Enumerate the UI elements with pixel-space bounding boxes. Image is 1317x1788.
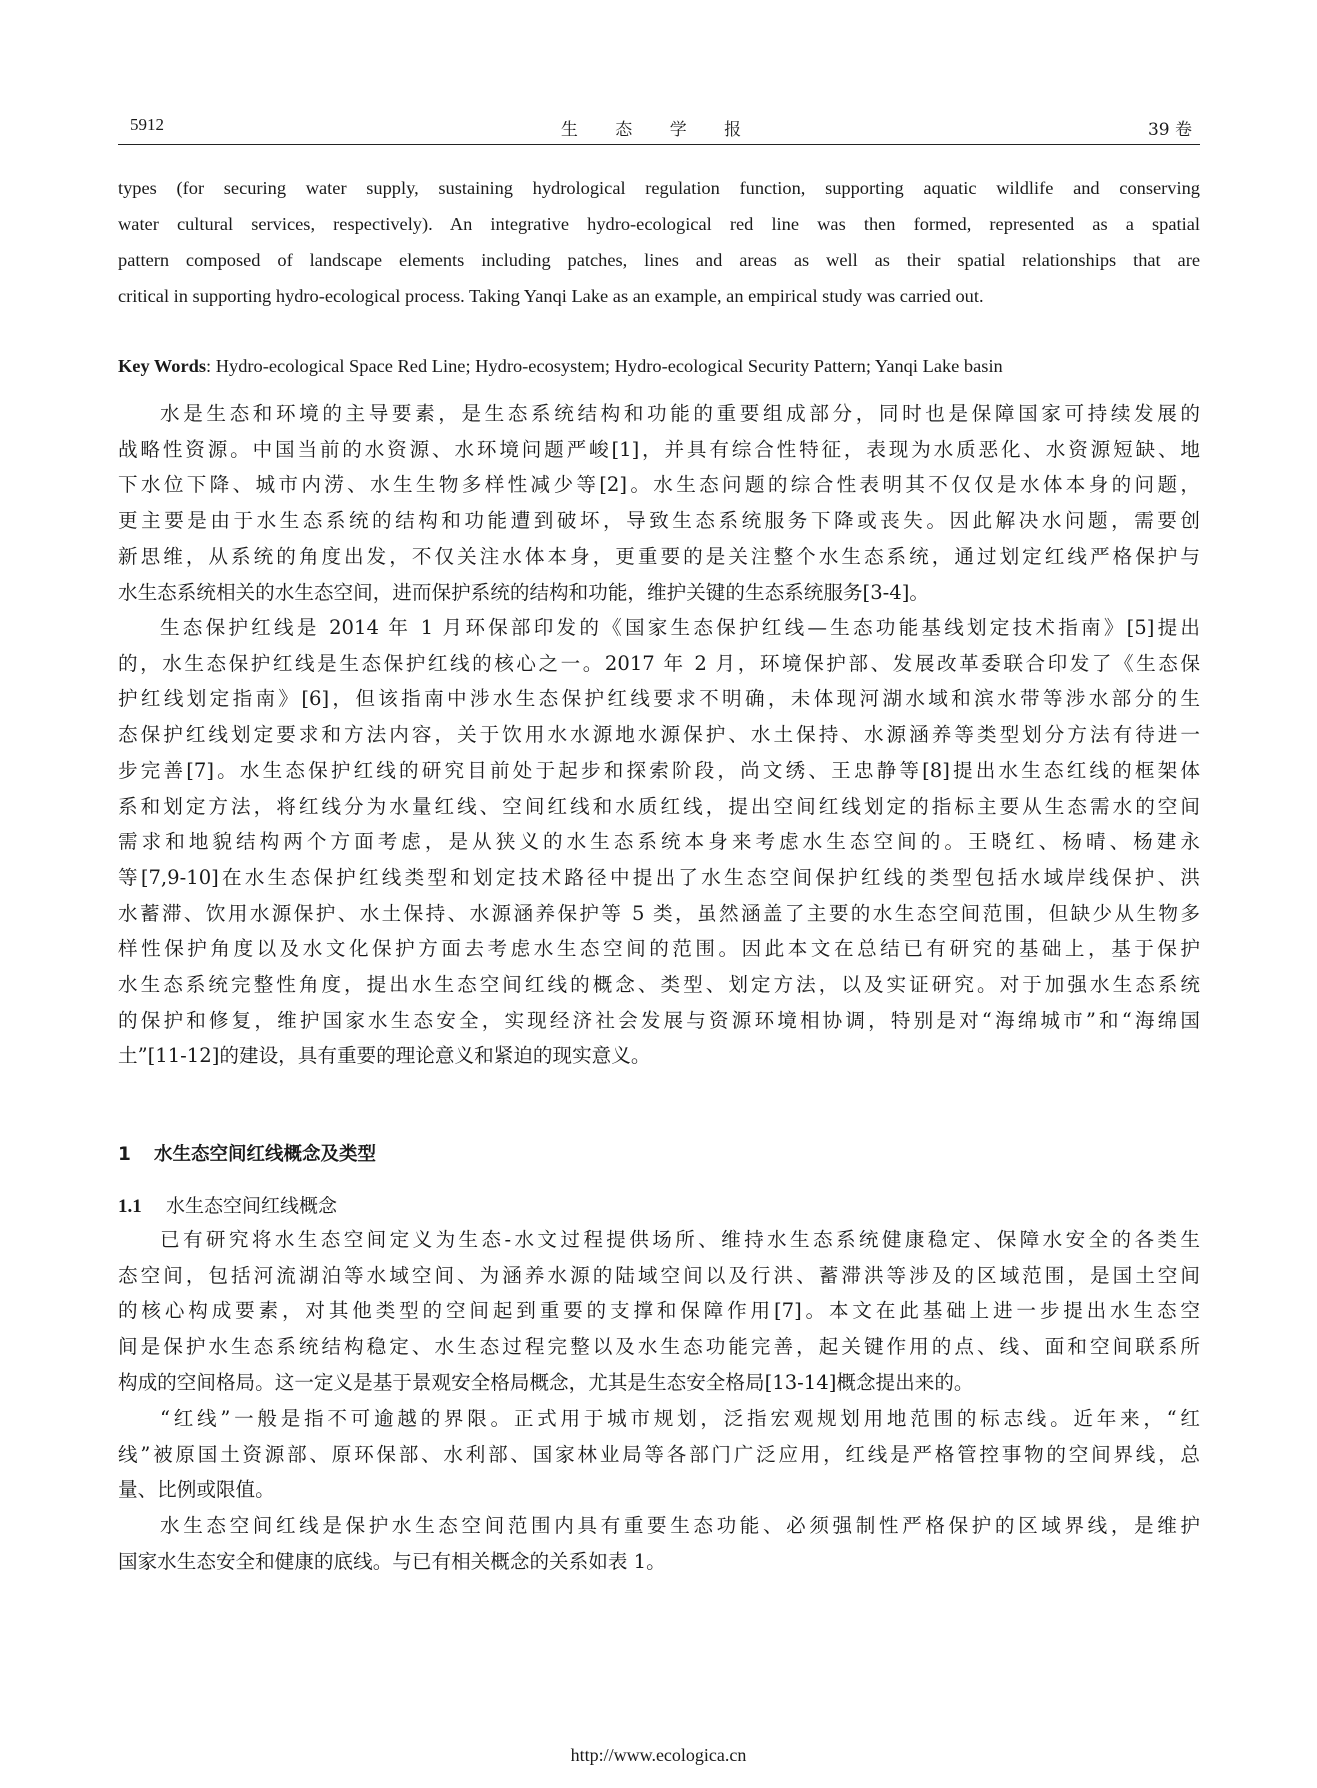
text-line: 等[7,9-10]在水生态保护红线类型和划定技术路径中提出了水生态空间保护红线的类型包括水域岸线保护、洪 [118,865,1200,889]
keywords-label: Key Words [118,356,207,376]
page-number: 5912 [130,115,164,134]
text-line: 间是保护水生态系统结构稳定、水生态过程完整以及水生态功能完善，起关键作用的点、线、面和空间联系所 [118,1335,1200,1359]
text-line: 水生态空间红线是保护水生态空间范围内具有重要生态功能、必须强制性严格保护的区域界线，是维护 [160,1514,1200,1537]
abstract-line: critical in supporting hydro-ecological process. Taking Yanqi Lake as an example, an empirical study was carried out. [118,286,984,306]
text-line: 水生态系统相关的水生态空间，进而保护系统的结构和功能，维护关键的生态系统服务[3-4]。 [118,580,929,604]
journal-name: 生 态 学 报 [560,120,758,140]
text-line: 需求和地貌结构两个方面考虑，是从狭义的水生态系统本身来考虑水生态空间的。王晓红、杨晴、杨建永 [118,830,1200,854]
body-paragraph-3 [118,1222,1200,1401]
body-paragraph-1 [118,396,1200,610]
running-header [118,112,1200,145]
body-paragraph-5 [118,1508,1200,1579]
abstract-line: water cultural services, respectively). An integrative hydro-ecological red line was then formed, represented as a spatial [118,214,1200,234]
text-line: 战略性资源。中国当前的水资源、水环境问题严峻[1]，并具有综合性特征，表现为水质恶化、水资源短缺、地 [118,437,1200,461]
section-title: 水生态空间红线概念及类型 [154,1144,377,1165]
text-line: 已有研究将水生态空间定义为生态-水文过程提供场所、维持水生态系统健康稳定、保障水安全的各类生 [160,1228,1200,1251]
section-heading-1 [118,1140,376,1166]
text-line: 下水位下降、城市内涝、水生生物多样性减少等[2]。水生态问题的综合性表明其不仅仅是水体本身的问题， [118,473,1200,497]
text-line: 新思维，从系统的角度出发，不仅关注水体本身，更重要的是关注整个水生态系统，通过划定红线严格保护与 [118,544,1200,568]
text-line: 生态保护红线是 2014 年 1 月环保部印发的《国家生态保护红线—生态功能基线划定技术指南》[5]提出 [160,616,1200,639]
text-line: 线”被原国土资源部、原环保部、水利部、国家林业局等各部门广泛应用，红线是严格管控事物的空间界线，总 [118,1442,1200,1466]
keywords [118,352,1200,380]
text-line: 态保护红线划定要求和方法内容，关于饮用水水源地水源保护、水土保持、水源涵养等类型划分方法有待进一 [118,723,1200,747]
text-line: 水是生态和环境的主导要素，是生态系统结构和功能的重要组成部分，同时也是保障国家可持续发展的 [160,402,1200,425]
text-line: 土”[11-12]的建设，具有重要的理论意义和紧迫的现实意义。 [118,1044,651,1068]
subsection-heading-1-1 [118,1191,337,1218]
text-line: 水生态系统完整性角度，提出水生态空间红线的概念、类型、划定方法，以及实证研究。对于加强水生态系统 [118,973,1200,997]
text-line: 护红线划定指南》[6]，但该指南中涉水生态保护红线要求不明确，未体现河湖水域和滨水带等涉水部分的生 [118,687,1200,711]
subsection-number: 1.1 [118,1196,142,1217]
text-line: 样性保护角度以及水文化保护方面去考虑水生态空间的范围。因此本文在总结已有研究的基础上，基于保护 [118,937,1200,961]
text-line: 量、比例或限值。 [118,1478,275,1502]
abstract-continuation [118,170,1200,314]
text-line: 水蓄滞、饮用水源保护、水土保持、水源涵养保护等 5 类，虽然涵盖了主要的水生态空间范围，但缺少从生物多 [118,901,1200,925]
abstract-line: types (for securing water supply, sustaining hydrological regulation function, supporting aquatic wildlife and conserving [118,178,1200,198]
text-line: 态空间，包括河流湖泊等水域空间、为涵养水源的陆域空间以及行洪、蓄滞洪等涉及的区域范围，是国土空间 [118,1263,1200,1287]
body-paragraph-4 [118,1401,1200,1508]
text-line: 系和划定方法，将红线分为水量红线、空间红线和水质红线，提出空间红线划定的指标主要从生态需水的空间 [118,794,1200,818]
text-line: 更主要是由于水生态系统的结构和功能遭到破坏，导致生态系统服务下降或丧失。因此解决水问题，需要创 [118,509,1200,533]
volume-label: 39 卷 [1147,120,1192,140]
subsection-title: 水生态空间红线概念 [166,1195,338,1217]
section-number: 1 [118,1144,131,1165]
text-line: 构成的空间格局。这一定义是基于景观安全格局概念，尤其是生态安全格局[13-14]概念提出来的。 [118,1370,974,1394]
text-line: “红线”一般是指不可逾越的界限。正式用于城市规划，泛指宏观规划用地范围的标志线。近年来，“红 [160,1407,1200,1430]
body-paragraph-2 [118,610,1200,1074]
text-line: 步完善[7]。水生态保护红线的研究目前处于起步和探索阶段，尚文绣、王忠静等[8]提出水生态红线的框架体 [118,758,1200,782]
text-line: 的保护和修复，维护国家水生态安全，实现经济社会发展与资源环境相协调，特别是对“海绵城市”和“海绵国 [118,1008,1200,1032]
text-line: 的核心构成要素，对其他类型的空间起到重要的支撑和保障作用[7]。本文在此基础上进一步提出水生态空 [118,1299,1200,1323]
text-line: 的，水生态保护红线是生态保护红线的核心之一。2017 年 2 月，环境保护部、发展改革委联合印发了《生态保 [118,651,1200,675]
abstract-line: pattern composed of landscape elements including patches, lines and areas as well as their spatial relationships that are [118,250,1200,270]
keywords-text: : Hydro-ecological Space Red Line; Hydro-ecosystem; Hydro-ecological Security Pattern; Yanqi Lake basin [206,356,1003,376]
text-line: 国家水生态安全和健康的底线。与已有相关概念的关系如表 1。 [118,1549,666,1573]
footer-url: http://www.ecologica.cn [570,1745,747,1765]
